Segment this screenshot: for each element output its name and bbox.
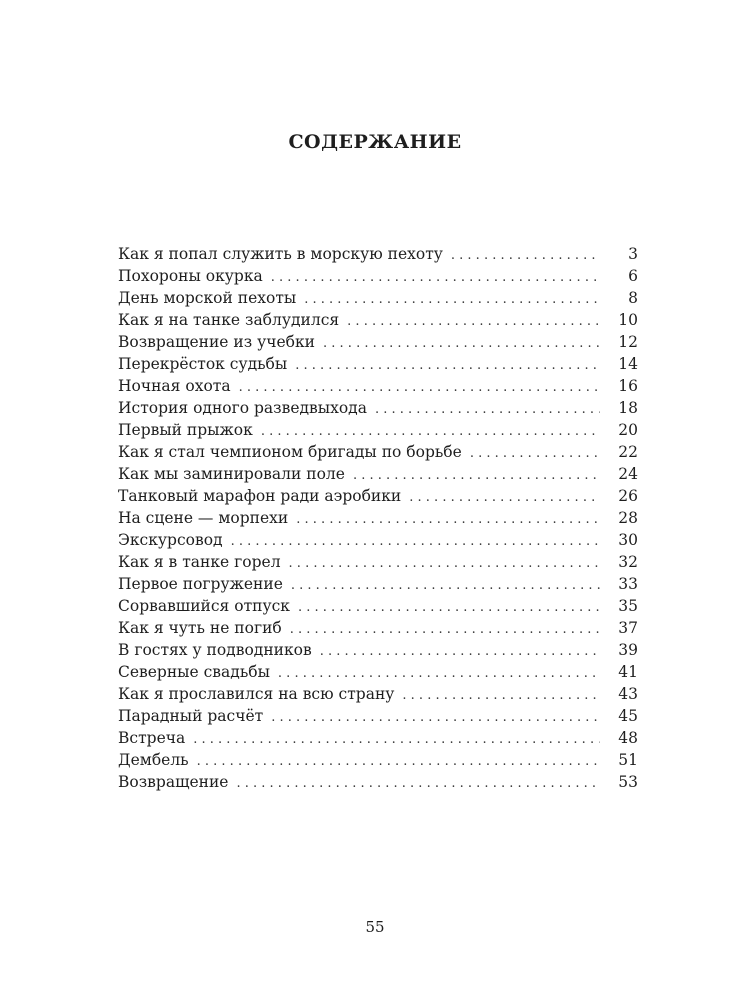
toc-entry [118,309,638,331]
dot-leader [323,333,600,355]
dot-leader [409,487,600,509]
toc-entry [118,287,638,309]
toc-entry-title: Северные свадьбы [118,663,270,681]
toc-entry-page: 14 [618,355,638,373]
toc-entry-page: 26 [618,487,638,505]
toc-entry [118,551,638,573]
dot-leader [231,531,600,553]
dot-leader [197,751,600,773]
dot-leader [298,597,600,619]
toc-entry-title: Ночная охота [118,377,231,395]
dot-leader [193,729,600,751]
toc-entry [118,617,638,639]
dot-leader [320,641,600,663]
toc-entry [118,243,638,265]
toc-entry-page: 3 [628,245,638,263]
dot-leader [470,443,600,465]
toc-entry [118,683,638,705]
toc-entry-title: На сцене — морпехи [118,509,289,527]
dot-leader [290,619,600,641]
toc-entry-title: День морской пехоты [118,289,297,307]
toc-entry-title: Как я чуть не погиб [118,619,282,637]
toc-entry [118,485,638,507]
toc-entry-page: 37 [618,619,638,637]
toc-entry-page: 28 [618,509,638,527]
toc-entry-page: 16 [618,377,638,395]
dot-leader [239,377,600,399]
dot-leader [304,289,600,311]
toc-entry-title: Перекрёсток судьбы [118,355,288,373]
dot-leader [296,509,600,531]
toc-entry-page: 43 [618,685,638,703]
toc-entry-page: 10 [618,311,638,329]
toc-entry [118,595,638,617]
toc-entry-page: 51 [618,751,638,769]
toc-entry-page: 39 [618,641,638,659]
toc-entry-page: 48 [618,729,638,747]
toc-entry [118,375,638,397]
dot-leader [402,685,600,707]
toc-entry-title: Как я на танке заблудился [118,311,340,329]
toc-entry-page: 6 [628,267,638,285]
toc-entry-page: 18 [618,399,638,417]
toc-entry-page: 45 [618,707,638,725]
toc-entry-page: 32 [618,553,638,571]
dot-leader [289,553,600,575]
toc-entry-page: 8 [628,289,638,307]
toc-entry [118,661,638,683]
toc-entry [118,727,638,749]
toc-entry [118,573,638,595]
toc-entry-title: Как я стал чемпионом бригады по борьбе [118,443,462,461]
toc-entry-title: Возвращение из учебки [118,333,316,351]
toc-entry-title: Встреча [118,729,186,747]
toc-entry [118,771,638,793]
toc-entry-page: 30 [618,531,638,549]
toc-entry [118,507,638,529]
toc-entry-page: 12 [618,333,638,351]
dot-leader [271,267,600,289]
toc-entry-title: Первое погружение [118,575,283,593]
toc-entry [118,331,638,353]
toc-entry [118,397,638,419]
toc-entry-title: Похороны окурка [118,267,263,285]
toc-entry [118,441,638,463]
table-of-contents [118,243,638,793]
dot-leader [295,355,600,377]
dot-leader [375,399,600,421]
toc-entry-title: Сорвавшийся отпуск [118,597,290,615]
page-number: 55 [365,918,385,936]
toc-entry [118,705,638,727]
toc-entry [118,639,638,661]
toc-entry-title: Возвращение [118,773,229,791]
toc-entry [118,353,638,375]
toc-entry-title: История одного разведвыхода [118,399,367,417]
toc-entry-title: Дембель [118,751,189,769]
toc-entry-title: Парадный расчёт [118,707,264,725]
toc-entry-title: Экскурсовод [118,531,223,549]
dot-leader [451,245,600,267]
toc-entry-title: Как я прославился на всю страну [118,685,395,703]
toc-entry-title: Танковый марафон ради аэробики [118,487,402,505]
dot-leader [261,421,600,443]
dot-leader [291,575,600,597]
toc-entry [118,265,638,287]
dot-leader [271,707,600,729]
dot-leader [236,773,600,795]
toc-entry-title: Как мы заминировали поле [118,465,345,483]
toc-entry-page: 41 [618,663,638,681]
dot-leader [278,663,600,685]
dot-leader [353,465,600,487]
toc-entry-page: 22 [618,443,638,461]
toc-entry [118,463,638,485]
page-title: СОДЕРЖАНИЕ [288,130,462,153]
toc-entry-title: Как я попал служить в морскую пехоту [118,245,443,263]
toc-entry-page: 20 [618,421,638,439]
toc-entry-title: Как я в танке горел [118,553,281,571]
toc-entry-title: В гостях у подводников [118,641,312,659]
dot-leader [347,311,600,333]
toc-entry-page: 35 [618,597,638,615]
toc-entry [118,529,638,551]
toc-entry [118,749,638,771]
toc-entry-page: 24 [618,465,638,483]
toc-entry-page: 33 [618,575,638,593]
toc-entry [118,419,638,441]
toc-entry-page: 53 [618,773,638,791]
toc-entry-title: Первый прыжок [118,421,253,439]
